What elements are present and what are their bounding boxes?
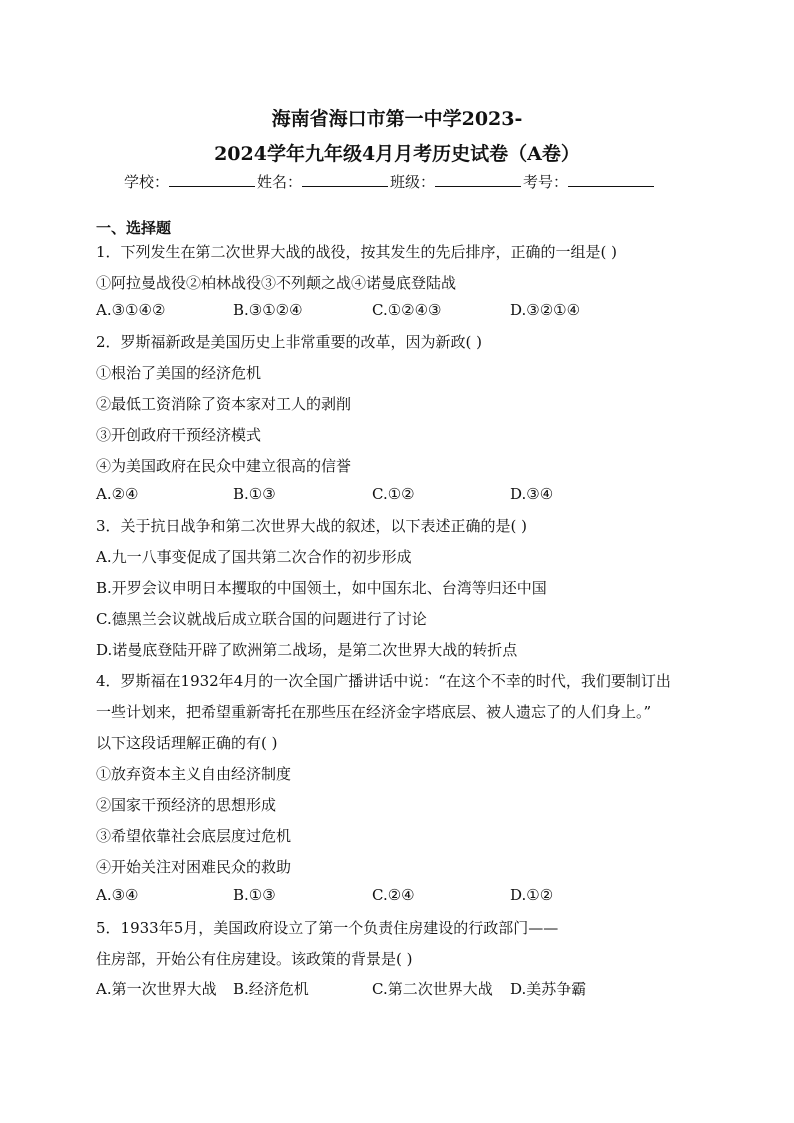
q1-option-b[interactable]: B.③①②④ — [233, 301, 303, 319]
q4-option-a[interactable]: A.③④ — [96, 886, 139, 904]
q1-option-a[interactable]: A.③①④② — [96, 301, 166, 319]
q4-stem-1: 4．罗斯福在1932年4月的一次全国广播讲话中说：“在这个不幸的时代，我们要制订出 — [96, 672, 671, 690]
school-field[interactable]: 学校： — [124, 171, 257, 192]
q4-option-c[interactable]: C.②④ — [372, 886, 415, 904]
q3-stem: 3．关于抗日战争和第二次世界大战的叙述，以下表述正确的是( ) — [96, 517, 528, 535]
q4-option-d[interactable]: D.①② — [510, 886, 554, 904]
q2-option-b[interactable]: B.①③ — [233, 485, 276, 503]
q2-option-a[interactable]: A.②④ — [96, 485, 139, 503]
q1-stem: 1．下列发生在第二次世界大战的战役，按其发生的先后排序，正确的一组是( ) — [96, 243, 618, 261]
q2-item-2: ②最低工资消除了资本家对工人的剥削 — [96, 395, 352, 413]
q1-option-c[interactable]: C.①②④③ — [372, 301, 442, 319]
q5-option-b[interactable]: B.经济危机 — [233, 980, 309, 998]
q3-option-d[interactable]: D.诺曼底登陆开辟了欧洲第二战场，是第二次世界大战的转折点 — [96, 641, 518, 659]
name-field[interactable]: 姓名： — [257, 171, 390, 192]
q5-option-a[interactable]: A.第一次世界大战 — [96, 980, 217, 998]
student-info-row — [124, 171, 656, 192]
class-field[interactable]: 班级： — [390, 171, 523, 192]
exam-number-field[interactable]: 考号： — [523, 171, 656, 192]
q5-option-c[interactable]: C.第二次世界大战 — [372, 980, 493, 998]
q4-stem-3: 以下这段话理解正确的有( ) — [96, 734, 278, 752]
q4-item-2: ②国家干预经济的思想形成 — [96, 796, 277, 814]
q4-item-3: ③希望依靠社会底层度过危机 — [96, 827, 292, 845]
q2-option-c[interactable]: C.①② — [372, 485, 415, 503]
q2-item-4: ④为美国政府在民众中建立很高的信誉 — [96, 457, 352, 475]
q5-option-d[interactable]: D.美苏争霸 — [510, 980, 587, 998]
q3-option-a[interactable]: A.九一八事变促成了国共第二次合作的初步形成 — [96, 548, 412, 566]
title-line-2: 2024学年九年级4月月考历史试卷（A卷） — [214, 143, 580, 165]
section-title: 一、选择题 — [96, 219, 172, 237]
q2-item-1: ①根治了美国的经济危机 — [96, 364, 262, 382]
q4-stem-2: 一些计划来，把希望重新寄托在那些压在经济金字塔底层、被人遗忘了的人们身上。” — [96, 703, 652, 721]
q2-stem: 2．罗斯福新政是美国历史上非常重要的改革，因为新政( ) — [96, 333, 483, 351]
q2-item-3: ③开创政府干预经济模式 — [96, 426, 262, 444]
q5-stem-2: 住房部，开始公有住房建设。该政策的背景是( ) — [96, 950, 413, 968]
q3-option-c[interactable]: C.德黑兰会议就战后成立联合国的问题进行了讨论 — [96, 610, 427, 628]
q4-item-1: ①放弃资本主义自由经济制度 — [96, 765, 292, 783]
q1-option-d[interactable]: D.③②①④ — [510, 301, 581, 319]
q2-option-d[interactable]: D.③④ — [510, 485, 554, 503]
q1-items: ①阿拉曼战役②柏林战役③不列颠之战④诺曼底登陆战 — [96, 274, 457, 292]
title-line-1: 海南省海口市第一中学2023- — [271, 108, 523, 130]
q3-option-b[interactable]: B.开罗会议申明日本攫取的中国领土，如中国东北、台湾等归还中国 — [96, 579, 547, 597]
q5-stem-1: 5．1933年5月，美国政府设立了第一个负责住房建设的行政部门—— — [96, 919, 559, 937]
q4-item-4: ④开始关注对困难民众的救助 — [96, 858, 292, 876]
q4-option-b[interactable]: B.①③ — [233, 886, 276, 904]
